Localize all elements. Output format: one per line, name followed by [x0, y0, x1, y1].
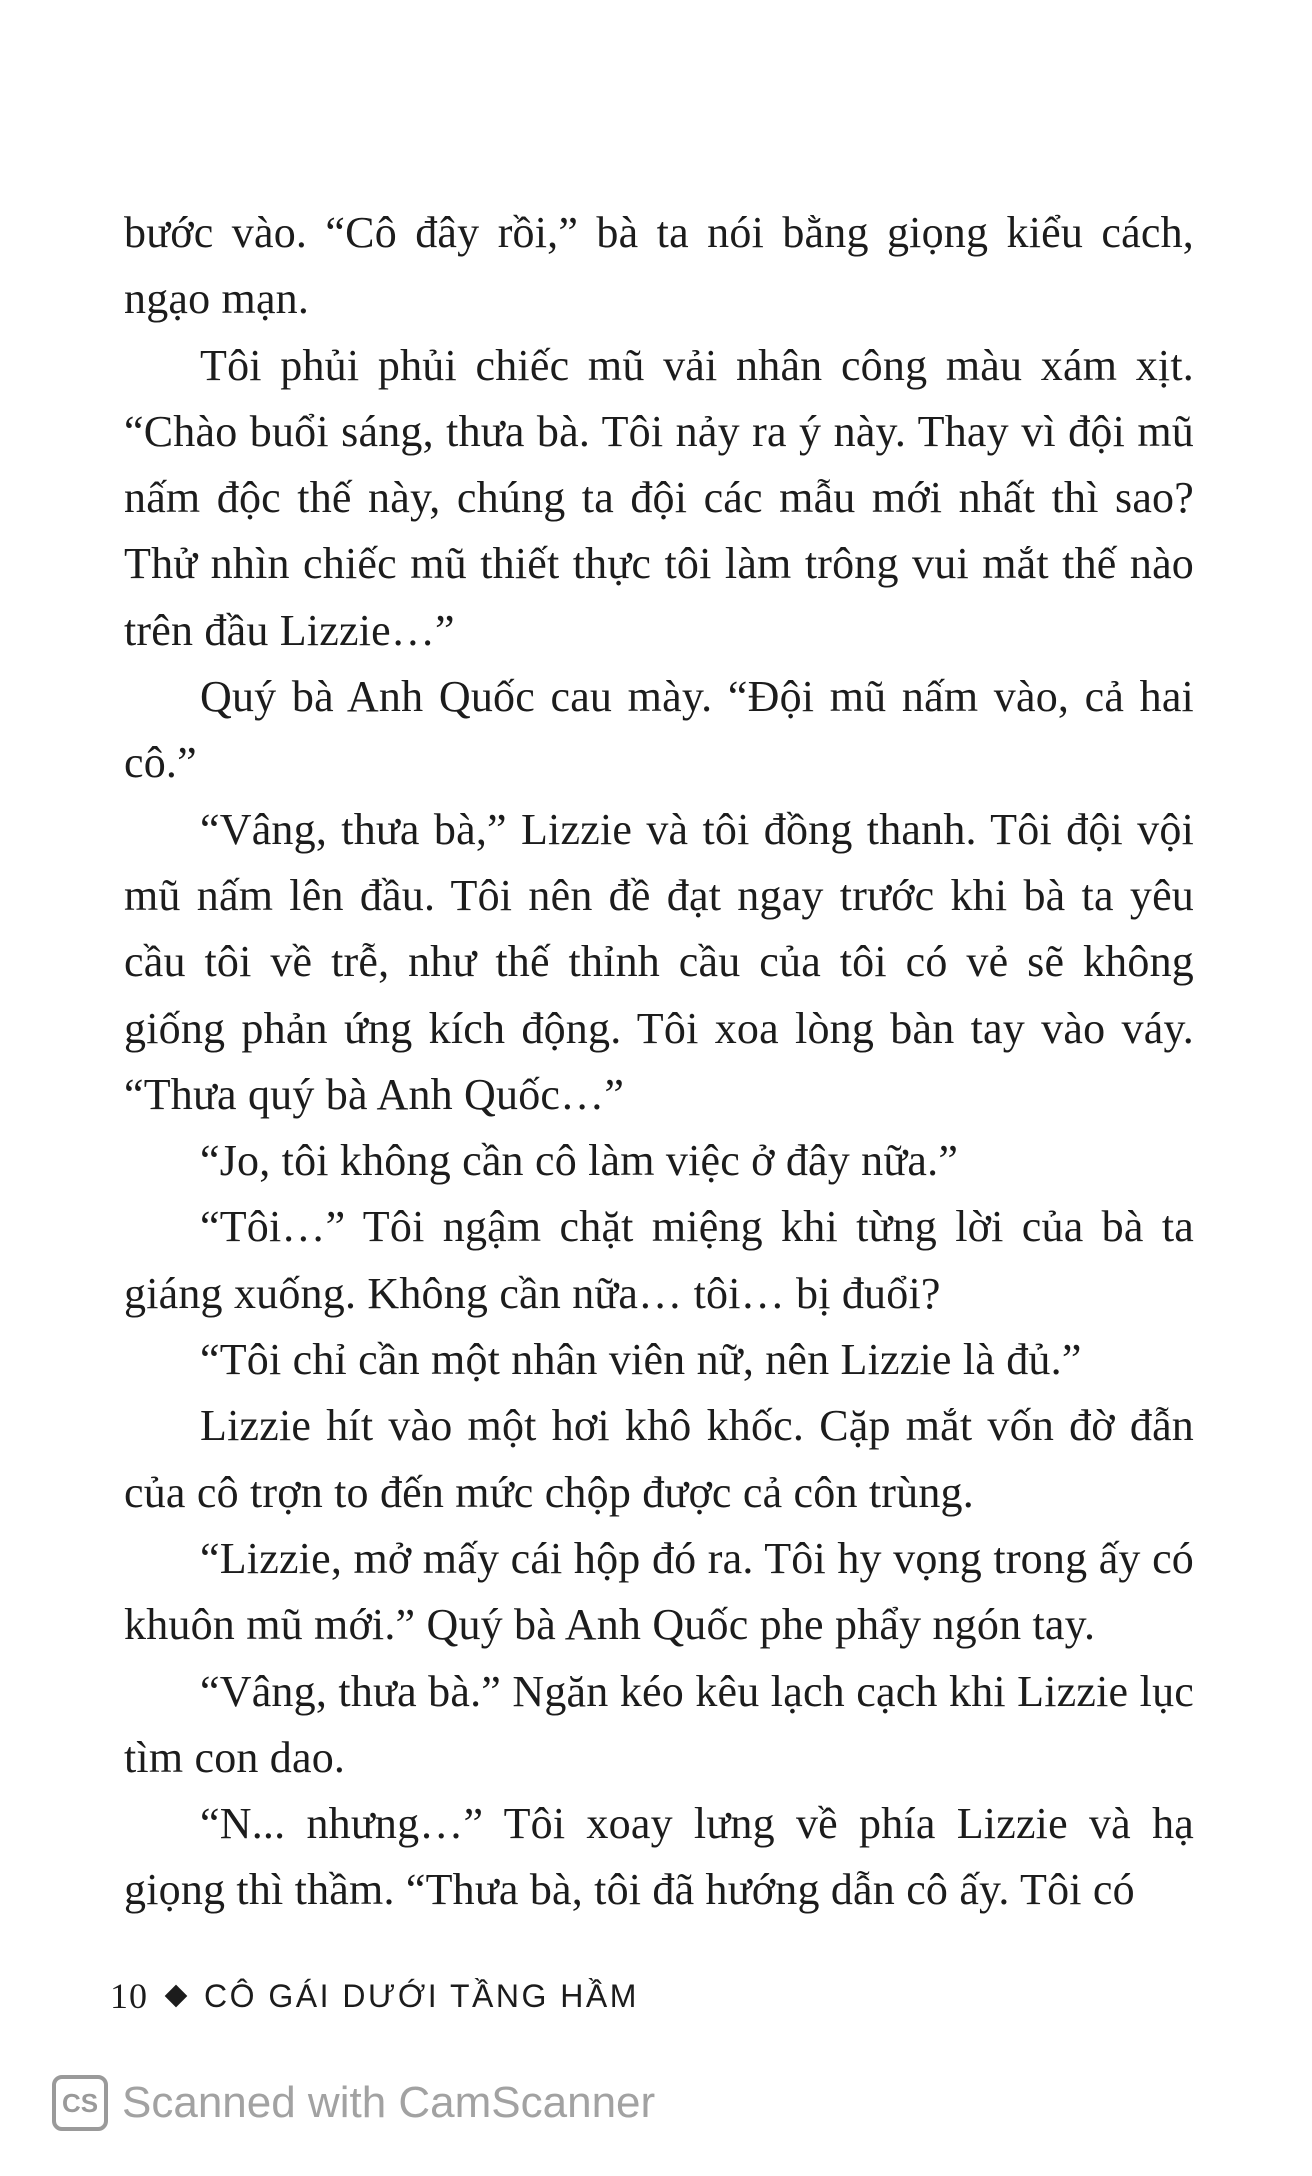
body-text	[124, 200, 1194, 1924]
paragraph-6: “Tôi…” Tôi ngậm chặt miệng khi từng lời của bà ta giáng xuống. Không cần nữa… tôi… bị đuổi?	[124, 1202, 1194, 1318]
diamond-icon	[165, 1985, 188, 2008]
paragraph-3: Quý bà Anh Quốc cau mày. “Đội mũ nấm vào, cả hai cô.”	[124, 672, 1194, 788]
paragraph-5: “Jo, tôi không cần cô làm việc ở đây nữa.”	[200, 1136, 959, 1186]
page-footer	[110, 1975, 639, 2017]
paragraph-1: bước vào. “Cô đây rồi,” bà ta nói bằng giọng kiểu cách, ngạo mạn.	[124, 208, 1194, 324]
paragraph-11: “N... nhưng…” Tôi xoay lưng về phía Lizzie và hạ giọng thì thầm. “Thưa bà, tôi đã hướng dẫn cô ấy. Tôi có	[124, 1799, 1194, 1915]
camscanner-watermark	[52, 2075, 655, 2131]
paragraph-9: “Lizzie, mở mấy cái hộp đó ra. Tôi hy vọng trong ấy có khuôn mũ mới.” Quý bà Anh Quốc phe phẩy ngón tay.	[124, 1533, 1194, 1650]
page-number: 10	[110, 1976, 148, 2016]
book-title: CÔ GÁI DƯỚI TẦNG HẦM	[204, 1977, 639, 2014]
watermark-text: Scanned with CamScanner	[122, 2078, 656, 2127]
paragraph-2: Tôi phủi phủi chiếc mũ vải nhân công màu xám xịt. “Chào buổi sáng, thưa bà. Tôi nảy ra ý này. Thay vì đội mũ nấm độc thế này, chúng ta đội các mẫu mới nhất thì sao? Thử nhìn chiếc mũ thiết thực tôi làm trông vui mắt thế nào trên đầu Lizzie…”	[124, 340, 1194, 655]
paragraph-7: “Tôi chỉ cần một nhân viên nữ, nên Lizzie là đủ.”	[200, 1335, 1082, 1385]
camscanner-logo-icon: CS	[52, 2075, 108, 2131]
paragraph-4: “Vâng, thưa bà,” Lizzie và tôi đồng thanh. Tôi đội vội mũ nấm lên đầu. Tôi nên đề đạt ngay trước khi bà ta yêu cầu tôi về trễ, như thế thỉnh cầu của tôi có vẻ sẽ không giống phản ứng kích động. Tôi xoa lòng bàn tay vào váy. “Thưa quý bà Anh Quốc…”	[124, 804, 1194, 1119]
paragraph-8: Lizzie hít vào một hơi khô khốc. Cặp mắt vốn đờ đẫn của cô trợn to đến mức chộp được cả côn trùng.	[124, 1401, 1194, 1517]
paragraph-10: “Vâng, thưa bà.” Ngăn kéo kêu lạch cạch khi Lizzie lục tìm con dao.	[124, 1666, 1194, 1782]
